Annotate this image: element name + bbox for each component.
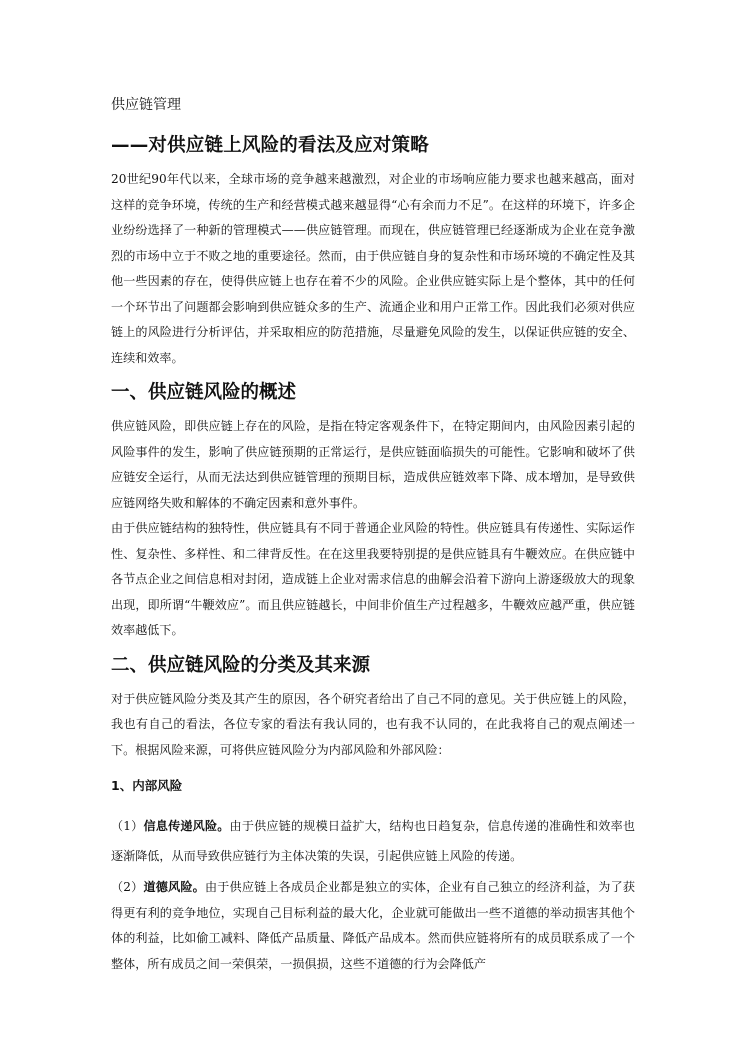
section-heading-classification: 二、供应链风险的分类及其来源 [111, 654, 371, 676]
item-term: 道德风险。 [143, 880, 205, 894]
item-text: 由于供应链的规模日益扩大，结构也日趋复杂，信息传递的准确性和效率也逐渐降低，从而导致供应链行为主体决策的失误，引起供应链上风险的传递。 [111, 819, 635, 863]
section-heading-overview: 一、供应链风险的概述 [111, 382, 297, 403]
intro-paragraph: 20世纪90年代以来，全球市场的竞争越来越激烈，对企业的市场响应能力要求也越来越高，面对这样的竞争环境，传统的生产和经营模式越来越显得“心有余而力不足”。在这样的环境下，许多企业纷纷选择了一种新的管理模式——供应链管理。而现在，供应链管理已经逐渐成为企业在竞争激烈的市场中立于不败之地的重要途径。然而，由于供应链自身的复杂性和市场环境的不确定性及其他一些因素的存在，使得供应链上也存在着不少的风险。企业供应链实际上是个整体，其中的任何一个环节出了问题都会影响到供应链众多的生产、流通企业和用户正常工作。因此我们必须对供应链上的风险进行分析评估，并采取相应的防范措施，尽量避免风险的发生，以保证供应链的安全、连续和效率。 [111, 172, 635, 365]
overview-paragraph-2: 由于供应链结构的独特性，供应链具有不同于普通企业风险的特性。供应链具有传递性、实际运作性、复杂性、多样性、和二律背反性。在在这里我要特别提的是供应链具有牛鞭效应。在供应链中各节点企业之间信息相对封闭，造成链上企业对需求信息的曲解会沿着下游向上游逐级放大的现象出现，即所谓“牛鞭效应”。而且供应链越长，中间非价值生产过程越多，牛鞭效应越严重，供应链效率越低下。 [111, 521, 635, 637]
item-term: 信息传递风险。 [143, 819, 230, 833]
document-body [111, 95, 635, 977]
sub-heading-internal-risk: 1、内部风险 [111, 778, 183, 793]
classification-paragraph: 对于供应链风险分类及其产生的原因，各个研究者给出了自己不同的意见。关于供应链上的风险，我也有自己的看法，各位专家的看法有我认同的，也有我不认同的，在此我将自己的观点阐述一下。根据风险来源，可将供应链风险分为内部风险和外部风险： [111, 691, 635, 757]
item-number: （1） [111, 819, 144, 833]
item-text: 由于供应链上各成员企业都是独立的实体，企业有自己独立的经济利益，为了获得更有利的竞争地位，实现自己目标利益的最大化，企业就可能做出一些不道德的举动损害其他个体的利益，比如偷工减料、降低产品质量、降低产品成本。然而供应链将所有的成员联系成了一个整体，所有成员之间一荣俱荣，一损俱损，这些不道德的行为会降低产 [111, 880, 635, 971]
document-subtitle: ——对供应链上风险的看法及应对策略 [111, 135, 429, 156]
item-number: （2） [111, 880, 144, 894]
list-item [111, 875, 635, 977]
document-label: 供应链管理 [111, 97, 181, 113]
list-item [111, 811, 635, 871]
overview-paragraph-1: 供应链风险，即供应链上存在的风险，是指在特定客观条件下，在特定期间内，由风险因素引起的风险事件的发生，影响了供应链预期的正常运行，是供应链面临损失的可能性。它影响和破坏了供应链安全运行，从而无法达到供应链管理的预期目标，造成供应链效率下降、成本增加，是导致供应链网络失败和解体的不确定因素和意外事件。 [111, 419, 635, 510]
